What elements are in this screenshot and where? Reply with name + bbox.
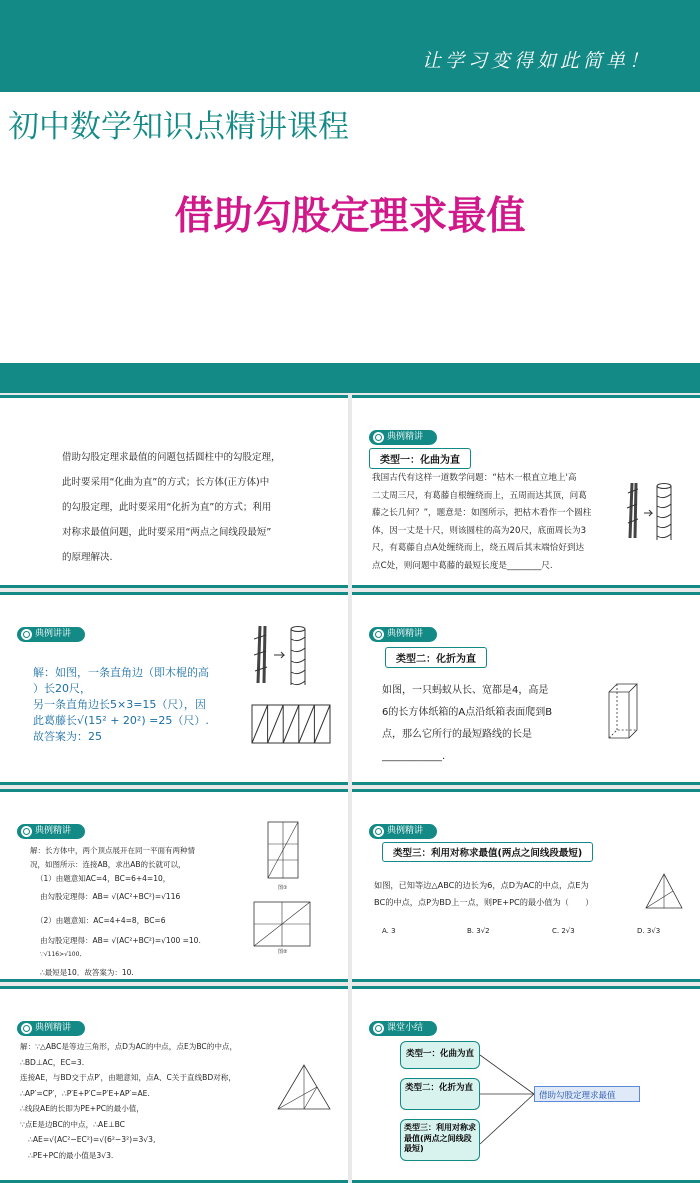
slide-example-3 bbox=[352, 789, 700, 982]
problem-line: 点，那么它所行的最短路线的长是 bbox=[382, 729, 532, 740]
course-title: 初中数学知识点精讲课程 bbox=[8, 109, 349, 145]
summary-type-1: 类型一：化曲为直 bbox=[400, 1041, 480, 1069]
main-title: 借助勾股定理求最值 bbox=[174, 194, 526, 239]
tag-pill bbox=[369, 627, 437, 642]
magnifier-icon bbox=[373, 432, 384, 443]
slide-example-2 bbox=[352, 592, 700, 785]
option-a: A. 3 bbox=[382, 927, 396, 935]
type-label: 类型一：化曲为直 bbox=[369, 448, 471, 469]
solution-line: 解：∵△ABC是等边三角形，点D为AC的中点，点E为BC的中点， bbox=[20, 1042, 238, 1051]
magnifier-icon bbox=[21, 629, 32, 640]
triangle-figure bbox=[276, 1063, 332, 1113]
option-b: B. 3√2 bbox=[467, 927, 490, 935]
solution-line: （2）由题意知：AC=4+4=8，BC=6 bbox=[36, 916, 166, 925]
tag-label: 典例精讲 bbox=[387, 629, 424, 639]
tag-pill bbox=[369, 824, 437, 839]
intro-line: 借助勾股定理求最值的问题包括圆柱中的勾股定理， bbox=[62, 452, 281, 463]
connector-arrows bbox=[480, 1049, 536, 1159]
tag-label: 典例精讲 bbox=[35, 1023, 72, 1033]
magnifier-icon bbox=[373, 826, 384, 837]
tag-label: 典例讲讲 bbox=[35, 629, 72, 639]
solution-line: ∵√116>√100, bbox=[40, 951, 82, 958]
unrolled-rectangle-figure bbox=[252, 705, 332, 745]
problem-line: 体，因一丈是十尺，则该圆柱的高为20尺，底面周长为3 bbox=[372, 525, 587, 536]
triangle-figure bbox=[644, 872, 684, 912]
cover-slide bbox=[0, 0, 700, 393]
solution-line: ）长20尺， bbox=[33, 682, 91, 695]
tag-pill bbox=[17, 1021, 85, 1036]
problem-line: 如图，已知等边△ABC的边长为6，点D为AC的中点，点E为 bbox=[374, 880, 589, 890]
slide-intro bbox=[0, 395, 348, 588]
tag-pill bbox=[17, 824, 85, 839]
solution-line: 连接AE，与BD交于点P′，由题意知，点A、C关于直线BD对称， bbox=[20, 1073, 236, 1082]
solution-line: 故答案为：25 bbox=[33, 730, 102, 743]
cover-bottom-band bbox=[0, 363, 700, 393]
magnifier-icon bbox=[21, 1023, 32, 1034]
slide-solution-3 bbox=[0, 986, 348, 1183]
slide-summary bbox=[352, 986, 700, 1183]
solution-line: ∴最短是10．故答案为：10. bbox=[40, 968, 134, 977]
slogan: 让学习变得如此简单！ bbox=[421, 50, 652, 72]
slide-solution-1 bbox=[0, 592, 348, 785]
tree-cylinder-figure bbox=[250, 621, 320, 691]
figure-label: 图② bbox=[278, 949, 288, 955]
tag-pill bbox=[369, 1021, 437, 1036]
problem-line: 点C处，则问题中葛藤的最短长度是________尺. bbox=[372, 560, 553, 571]
solution-line: 由勾股定理得：AB= √(AC²+BC²)=√116 bbox=[40, 892, 181, 901]
solution-line: ∴BD⊥AC，EC=3. bbox=[20, 1057, 85, 1067]
magnifier-icon bbox=[21, 826, 32, 837]
solution-line: ∴线段AE的长即为PE+PC的最小值， bbox=[20, 1104, 144, 1113]
summary-type-2: 类型二：化折为直 bbox=[400, 1078, 480, 1110]
solution-line: 由勾股定理得：AB= √(AC²+BC²)=√100 =10. bbox=[40, 936, 201, 945]
solution-line: 另一条直角边长5×3=15（尺），因 bbox=[33, 698, 206, 711]
type-label: 类型三：利用对称求最值(两点之间线段最短) bbox=[382, 842, 593, 862]
solution-line: ∴PE+PC的最小值是3√3. bbox=[28, 1150, 114, 1160]
tag-label: 典例精讲 bbox=[35, 826, 72, 836]
slide-example-1 bbox=[352, 395, 700, 588]
tree-cylinder-figure bbox=[622, 478, 682, 548]
solution-line: ∴AP′=CP′，∴P′E+P′C=P′E+AP′=AE. bbox=[20, 1088, 150, 1098]
problem-line: 藤之长几何？”，题意是：如图所示，把枯木看作一个圆柱 bbox=[372, 508, 592, 518]
option-c: C. 2√3 bbox=[552, 927, 575, 935]
intro-line: 此时要采用“化曲为直”的方式；长方体(正方体)中 bbox=[62, 477, 270, 488]
tag-label: 典例精讲 bbox=[387, 826, 424, 836]
tag-pill bbox=[369, 430, 437, 445]
magnifier-icon bbox=[373, 629, 384, 640]
summary-type-3: 类型三：利用对称求最值(两点之间线段最短) bbox=[400, 1119, 480, 1161]
tag-pill bbox=[17, 627, 85, 642]
intro-line: 的勾股定理，此时要采用“化折为直”的方式；利用 bbox=[62, 502, 272, 513]
solution-line: 况，如图所示：连接AB，求出AB的长就可以， bbox=[30, 860, 186, 869]
cuboid-figure bbox=[607, 680, 642, 740]
problem-line: 如图，一只蚂蚁从长、宽都是4，高是 bbox=[382, 685, 549, 696]
figure-label: 图① bbox=[278, 885, 288, 891]
problem-line: BC的中点，点P为BD上一点，则PE+PC的最小值为（ ） bbox=[374, 897, 594, 907]
solution-line: 此葛藤长√(15² + 20²) =25（尺）. bbox=[33, 714, 209, 727]
problem-line: 二丈周三尺，有葛藤自根缠绕而上，五周而达其顶，问葛 bbox=[372, 490, 587, 501]
unfold-figure-2 bbox=[252, 900, 312, 950]
magnifier-icon bbox=[373, 1023, 384, 1034]
solution-line: 解：长方体中，两个顶点展开在同一平面有两种情 bbox=[30, 846, 195, 855]
problem-line: ____________. bbox=[382, 751, 446, 762]
solution-line: （1）由题意知AC=4，BC=6+4=10， bbox=[36, 874, 171, 883]
solution-line: ∵点E是边BC的中点，∴AE⊥BC bbox=[20, 1119, 125, 1129]
slide-solution-2 bbox=[0, 789, 348, 982]
summary-result: 借助勾股定理求最值 bbox=[534, 1086, 640, 1102]
solution-line: ∴AE=√(AC²−EC²)=√(6²−3²)=3√3, bbox=[28, 1135, 156, 1144]
problem-line: 我国古代有这样一道数学问题：“枯木一根直立地上'高 bbox=[372, 473, 577, 483]
tag-label: 课堂小结 bbox=[387, 1023, 424, 1033]
intro-line: 的原理解决. bbox=[62, 552, 113, 563]
tag-label: 典例精讲 bbox=[387, 432, 424, 442]
option-d: D. 3√3 bbox=[637, 927, 661, 935]
solution-line: 解：如图，一条直角边（即木棍的高 bbox=[33, 666, 209, 679]
problem-line: 6的长方体纸箱的A点沿纸箱表面爬到B bbox=[382, 707, 553, 718]
intro-line: 对称求最值问题，此时要采用“两点之间线段最短” bbox=[62, 527, 272, 538]
unfold-figure-1 bbox=[266, 820, 302, 885]
problem-line: 尺，有葛藤自点A处缠绕而上，绕五周后其末端恰好到达 bbox=[372, 543, 585, 553]
type-label: 类型二：化折为直 bbox=[385, 647, 487, 668]
